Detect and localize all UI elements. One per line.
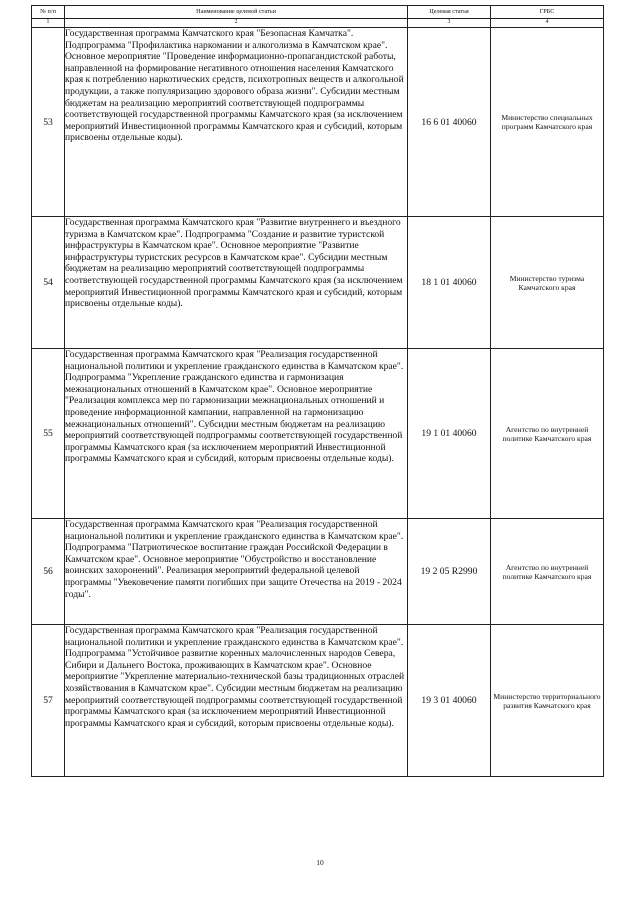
header-target-code: Целевая статья (408, 6, 491, 19)
row-number: 55 (32, 349, 65, 519)
header-grbs: ГРБС (491, 6, 604, 19)
article-name: Государственная программа Камчатского края "Реализация государственной национальной политики и укрепление гражданского единства в Камчатском крае". Подпрограмма "Укрепление гражданского единства и гармонизация межнациональных отношений в Камчатском крае". Основное мероприятие "Реализация комплекса мер по гармонизации межнациональных отношений и проведение информационной кампании, направленной на гармонизацию межнациональных отношений". Субсидии местным бюджетам на реализацию мероприятий соответствующей подпрограммы соответствующей государственной программы Камчатского края (за исключением мероприятий Инвестиционной программы Камчатского края и субсидий, которым присвоены отдельные коды). (65, 349, 408, 519)
table-row (32, 519, 604, 625)
grbs-name: Министерство туризма Камчатского края (491, 217, 604, 349)
article-name: Государственная программа Камчатского края "Развитие внутреннего и въездного туризма в Камчатском крае". Подпрограмма "Создание и развитие туристской инфраструктуры в Камчатском крае". Основное мероприятие "Развитие инфраструктуры туристских ресурсов в Камчатском крае". Субсидии местным бюджетам на реализацию мероприятий соответствующей подпрограммы соответствующей государственной программы Камчатского края (за исключением мероприятий Инвестиционной программы Камчатского края и субсидий, которым присвоены отдельные коды). (65, 217, 408, 349)
target-code: 19 2 05 R2990 (408, 519, 491, 625)
row-number: 57 (32, 625, 65, 777)
column-numbers-row (32, 19, 604, 28)
article-name: Государственная программа Камчатского края "Реализация государственной национальной политики и укрепление гражданского единства в Камчатском крае". Подпрограмма "Патриотическое воспитание граждан Российской Федерации в Камчатском крае". Основное мероприятие "Обустройство и восстановление воинских захоронений". Реализация мероприятий федеральной целевой программы "Увековечение памяти погибших при защите Отечества на 2019 - 2024 годы". (65, 519, 408, 625)
target-code: 16 6 01 40060 (408, 28, 491, 217)
table-header-row (32, 6, 604, 19)
grbs-name: Министерство территориального развития Камчатского края (491, 625, 604, 777)
grbs-name: Агентство по внутренней политике Камчатского края (491, 519, 604, 625)
row-number: 56 (32, 519, 65, 625)
row-number: 53 (32, 28, 65, 217)
column-number: 3 (408, 19, 491, 28)
header-article-name: Наименование целевой статьи (65, 6, 408, 19)
table-row (32, 625, 604, 777)
grbs-name: Министерство специальных программ Камчатского края (491, 28, 604, 217)
column-number: 4 (491, 19, 604, 28)
target-articles-table (31, 5, 604, 777)
row-number: 54 (32, 217, 65, 349)
article-name: Государственная программа Камчатского края "Безопасная Камчатка". Подпрограмма "Профилактика наркомании и алкоголизма в Камчатском крае". Основное мероприятие "Проведение информационно-пропагандистской работы, направленной на формирование негативного отношения населения Камчатского края к потреблению наркотических средств, психотропных веществ и алкогольной продукции, а также популяризацию здорового образа жизни". Субсидии местным бюджетам на реализацию мероприятий соответствующей подпрограммы соответствующей государственной программы Камчатского края (за исключением мероприятий Инвестиционной программы Камчатского края и субсидий, которым присвоены отдельные коды). (65, 28, 408, 217)
target-code: 19 1 01 40060 (408, 349, 491, 519)
target-code: 18 1 01 40060 (408, 217, 491, 349)
header-row-number: № п/п (32, 6, 65, 19)
table-row (32, 28, 604, 217)
table-row (32, 217, 604, 349)
grbs-name: Агентство по внутренней политике Камчатского края (491, 349, 604, 519)
target-code: 19 3 01 40060 (408, 625, 491, 777)
article-name: Государственная программа Камчатского края "Реализация государственной национальной политики и укрепление гражданского единства в Камчатском крае". Подпрограмма "Устойчивое развитие коренных малочисленных народов Севера, Сибири и Дальнего Востока, проживающих в Камчатском крае". Основное мероприятие "Укрепление материально-технической базы традиционных отраслей хозяйствования в Камчатском крае". Субсидии местным бюджетам на реализацию мероприятий соответствующей подпрограммы соответствующей государственной программы Камчатского края (за исключением мероприятий Инвестиционной программы Камчатского края и субсидий, которым присвоены отдельные коды). (65, 625, 408, 777)
column-number: 1 (32, 19, 65, 28)
page-number: 10 (316, 858, 324, 867)
table-row (32, 349, 604, 519)
column-number: 2 (65, 19, 408, 28)
